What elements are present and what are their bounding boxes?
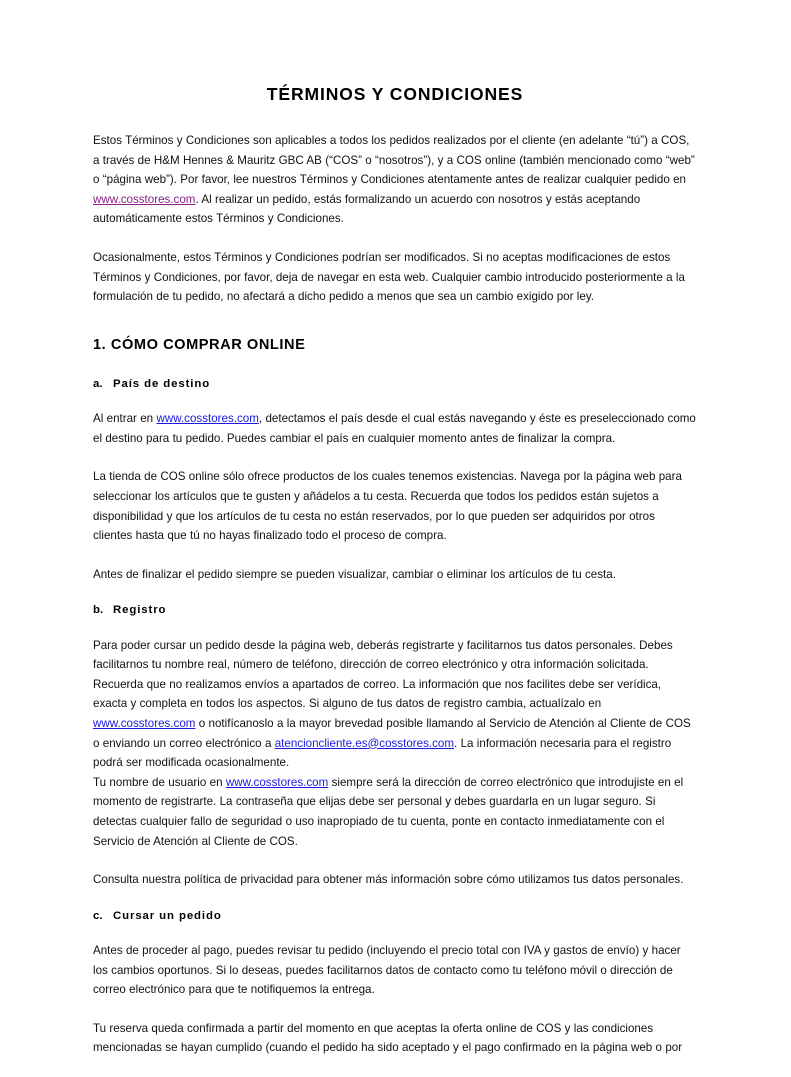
- sub-heading-a-letter: a.: [93, 377, 103, 390]
- sub-c-paragraph-2: Tu reserva queda confirmada a partir del momento en que aceptas la oferta online de COS y las condiciones mencionadas se hayan cumplido (cuando el pedido ha sido aceptado y el pago confirmado en la página web o por: [93, 1021, 683, 1055]
- sub-heading-c-title: Cursar un pedido: [113, 909, 222, 922]
- link-cosstores-registro[interactable]: www.cosstores.com: [93, 717, 196, 731]
- intro-p1-text-before: Estos Términos y Condiciones son aplicables a todos los pedidos realizados por el cliente (en adelante “tú”) a COS, a través de H&M Hennes & Mauritz GBC AB (“COS” o “nosotros”), y a COS online (también mencionado como “web” o “página web”). Por favor, lee nuestros Términos y Condiciones atentamente antes de realizar cualquier pedido en: [93, 134, 695, 187]
- sub-a-p1-text-after: , detectamos el país desde el cual estás navegando y éste es preseleccionado como el destino para tu pedido. Puedes cambiar el país en cualquier momento antes de finalizar la compra.: [93, 412, 696, 445]
- sub-b-p1-text-before: Para poder cursar un pedido desde la página web, deberás registrarte y facilitarnos tus datos personales. Debes facilitarnos tu nombre real, número de teléfono, dirección de correo electrónico y otra información solicitada. Recuerda que no realizamos envíos a apartados de correo. La información que nos facilites debe ser verídica, exacta y completa en todos los aspectos. Si alguno de tus datos de registro cambia, actualízalo en: [93, 638, 673, 711]
- sub-b-paragraph-2: [93, 773, 697, 851]
- sub-b-p1-text-mid: o notifícanoslo a la mayor brevedad posible llamando al Servicio de Atención al Cliente de COS o enviando un correo electrónico a: [93, 717, 691, 750]
- sub-c-paragraph-1: Antes de proceder al pago, puedes revisar tu pedido (incluyendo el precio total con IVA y gastos de envío) y hacer los cambios oportunos. Si lo deseas, puedes facilitarnos datos de contacto como tu teléfono móvil o dirección de correo electrónico para que te notifiquemos la entrega.: [93, 944, 681, 997]
- sub-heading-c: [93, 909, 697, 923]
- intro-paragraph-2: Ocasionalmente, estos Términos y Condiciones podrían ser modificados. Si no aceptas modificaciones de estos Términos y Condiciones, por favor, deja de navegar en esta web. Cualquier cambio introducido posteriormente a la formulación de tu pedido, no afectará a dicho pedido a menos que sea un cambio exigido por ley.: [93, 250, 685, 304]
- sub-a-paragraph-1: [93, 409, 697, 448]
- page-title: TÉRMINOS Y CONDICIONES: [266, 84, 524, 104]
- sub-b-paragraph-3: Consulta nuestra política de privacidad para obtener más información sobre cómo utilizamos tus datos personales.: [93, 873, 684, 887]
- section-heading-1: 1. CÓMO COMPRAR ONLINE: [93, 336, 306, 353]
- sub-heading-b-letter: b.: [93, 604, 104, 617]
- intro-p1-text-after: . Al realizar un pedido, estás formalizando un acuerdo con nosotros y estás aceptando automáticamente estos Términos y Condiciones.: [93, 192, 641, 226]
- sub-heading-c-letter: c.: [93, 909, 103, 922]
- sub-heading-a: [93, 377, 697, 391]
- sub-a-p1-text-before: Al entrar en: [93, 412, 157, 426]
- sub-heading-b-title: Registro: [113, 604, 167, 617]
- sub-b-paragraph-1: [93, 636, 697, 773]
- document-content: [93, 84, 697, 1077]
- sub-b-p2-text-after: siempre será la dirección de correo electrónico que introdujiste en el momento de registrarte. La contraseña que elijas debe ser personal y debes guardarla en un lugar seguro. Si detectas cualquier fallo de seguridad o uso inapropiado de tu cuenta, ponte en contacto inmediatamente con el Servicio de Atención al Cliente de COS.: [93, 775, 684, 848]
- sub-heading-b: [93, 603, 697, 617]
- link-cosstores-usuario[interactable]: www.cosstores.com: [225, 775, 329, 789]
- sub-b-p1-text-after: . La información necesaria para el registro podrá ser modificada ocasionalmente.: [93, 736, 672, 770]
- link-email-atencioncliente[interactable]: atencioncliente.es@cosstores.com: [274, 736, 455, 750]
- link-cosstores-pais[interactable]: www.cosstores.com: [156, 412, 259, 426]
- intro-paragraph-1: [93, 131, 697, 229]
- sub-a-paragraph-2: La tienda de COS online sólo ofrece productos de los cuales tenemos existencias. Navega por la página web para seleccionar los artículos que te gusten y añádelos a tu cesta. Recuerda que todos los pedidos están sujetos a disponibilidad y que los artículos de tu cesta no están reservados, por lo que pueden ser adquiridos por otros clientes hasta que tú no hayas finalizado todo el proceso de compra.: [93, 470, 682, 543]
- sub-a-paragraph-3: Antes de finalizar el pedido siempre se pueden visualizar, cambiar o eliminar los artículos de tu cesta.: [93, 567, 616, 581]
- sub-b-p2-text-before: Tu nombre de usuario en: [93, 775, 226, 789]
- link-cosstores-intro[interactable]: www.cosstores.com: [93, 192, 196, 206]
- sub-heading-a-title: País de destino: [113, 377, 211, 390]
